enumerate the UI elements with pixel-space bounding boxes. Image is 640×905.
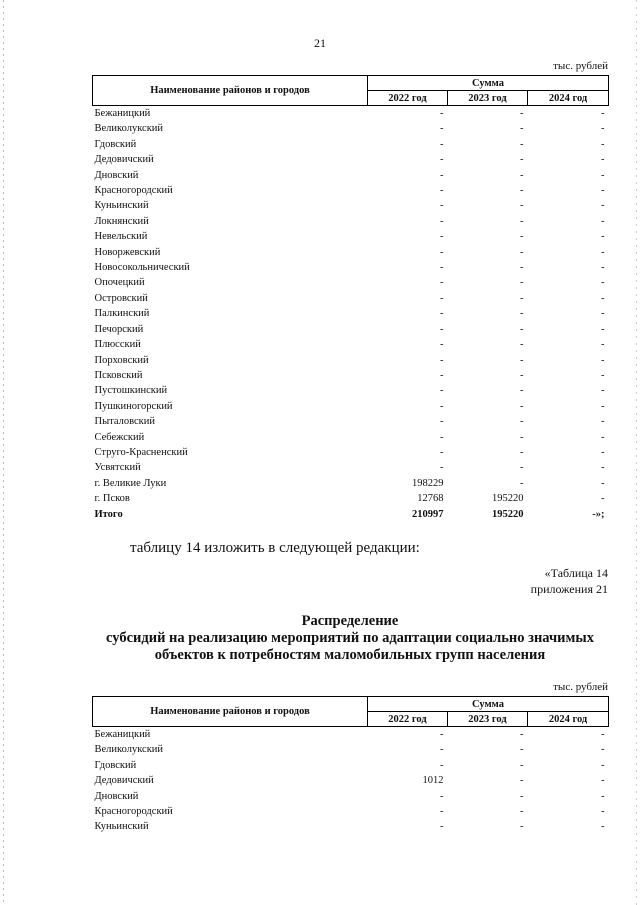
amount-cell-2022: - (440, 759, 444, 771)
district-name-cell: Островский (94, 292, 148, 304)
district-name-cell: Бежаницкий (94, 108, 151, 119)
table-row (93, 291, 609, 306)
table-row (93, 306, 609, 321)
table-row (93, 168, 609, 183)
amount-cell-2023: - (520, 369, 524, 381)
amount-cell-2024: - (601, 262, 605, 274)
table-row (93, 353, 609, 368)
amount-cell-2024: - (601, 431, 605, 443)
amount-cell-2024: - (601, 477, 605, 489)
amount-cell-2022: 12768 (417, 493, 444, 505)
amount-cell-2023: - (520, 215, 524, 227)
amount-cell-2024: - (601, 759, 605, 771)
district-name-cell: Струго-Красненский (94, 446, 188, 458)
table-row (93, 445, 609, 460)
district-name-cell: Куньинский (94, 200, 149, 212)
table1-header-year: 2022 год (368, 91, 448, 106)
amount-cell-2022: - (440, 308, 444, 320)
table-row (93, 491, 609, 506)
table2-heading (60, 613, 640, 664)
table-row (93, 152, 609, 167)
amount-cell-2022: 1012 (422, 775, 444, 787)
amount-cell-2022: - (440, 744, 444, 756)
amount-cell-2023: - (520, 729, 524, 740)
amount-cell-2024: - (601, 775, 605, 787)
amount-cell-2022: - (440, 185, 444, 197)
amount-cell-2023: - (520, 308, 524, 320)
table-row (93, 275, 609, 290)
amount-cell-2023: - (520, 416, 524, 428)
amount-cell-2022: 210997 (412, 508, 444, 520)
amount-cell-2023: 195220 (492, 493, 524, 505)
table-row (93, 804, 609, 819)
table1-unit: тыс. рублей (553, 60, 608, 72)
amount-cell-2024: - (601, 821, 605, 833)
amount-cell-2023: - (520, 185, 524, 197)
amount-cell-2024: - (601, 416, 605, 428)
table-row (93, 758, 609, 773)
amount-cell-2022: - (440, 790, 444, 802)
heading-line2: субсидий на реализацию мероприятий по адаптации социально значимых (106, 630, 594, 646)
amount-cell-2024: - (601, 200, 605, 212)
table-row (93, 183, 609, 198)
amount-cell-2023: - (520, 806, 524, 818)
amount-cell-2024: - (601, 169, 605, 181)
table-row (93, 106, 609, 122)
table2 (92, 696, 609, 835)
district-name-cell: Псковский (94, 369, 143, 381)
table-row (93, 121, 609, 136)
district-name-cell: Локнянский (94, 215, 149, 227)
table-row (93, 476, 609, 491)
amount-cell-2023: - (520, 775, 524, 787)
district-name-cell: Итого (94, 508, 123, 520)
amount-cell-2024: - (601, 354, 605, 366)
amount-cell-2022: - (440, 729, 444, 740)
total-row (93, 507, 609, 522)
amount-cell-2023: - (520, 354, 524, 366)
amount-cell-2022: - (440, 431, 444, 443)
amount-cell-2024: - (601, 446, 605, 458)
table-row (93, 260, 609, 275)
amount-cell-2024: - (601, 493, 605, 505)
district-name-cell: Гдовский (94, 138, 137, 150)
table-row (93, 773, 609, 788)
amount-cell-2024: - (601, 154, 605, 166)
table1-body (93, 106, 609, 522)
amount-cell-2023: 195220 (492, 508, 524, 520)
table-row (93, 229, 609, 244)
amount-cell-2023: - (520, 339, 524, 351)
amount-cell-2023: - (520, 400, 524, 412)
amount-cell-2024: - (601, 339, 605, 351)
table2-unit: тыс. рублей (553, 681, 608, 693)
district-name-cell: Новоржевский (94, 246, 161, 258)
district-name-cell: г. Псков (94, 493, 130, 505)
amount-cell-2022: - (440, 262, 444, 274)
table2-header-sum: Сумма (368, 697, 609, 712)
amount-cell-2022: - (440, 108, 444, 119)
amount-cell-2022: - (440, 339, 444, 351)
amount-cell-2022: - (440, 246, 444, 258)
district-name-cell: Дедовичский (94, 775, 154, 787)
amount-cell-2023: - (520, 431, 524, 443)
amount-cell-2022: - (440, 821, 444, 833)
amount-cell-2022: - (440, 416, 444, 428)
amount-cell-2022: 198229 (412, 477, 444, 489)
table-row (93, 137, 609, 152)
table-row (93, 430, 609, 445)
amount-cell-2022: - (440, 354, 444, 366)
district-name-cell: Дновский (94, 169, 139, 181)
heading-line1: Распределение (301, 613, 399, 629)
table2-header-name: Наименование районов и городов (93, 697, 368, 727)
district-name-cell: Великолукский (94, 123, 164, 135)
amount-cell-2024: - (601, 308, 605, 320)
table-row (93, 399, 609, 414)
amount-cell-2024: - (601, 185, 605, 197)
table-row (93, 337, 609, 352)
amount-cell-2024: -»; (592, 508, 605, 520)
district-name-cell: Гдовский (94, 759, 137, 771)
amount-cell-2023: - (520, 262, 524, 274)
district-name-cell: Новосокольнический (94, 262, 190, 274)
amount-cell-2022: - (440, 200, 444, 212)
amount-cell-2024: - (601, 462, 605, 474)
district-name-cell: Палкинский (94, 308, 150, 320)
district-name-cell: Бежаницкий (94, 729, 151, 740)
amount-cell-2023: - (520, 462, 524, 474)
table2-header-year: 2023 год (448, 712, 528, 727)
table2-body (93, 727, 609, 835)
table2-header-year: 2022 год (368, 712, 448, 727)
table-label-line2: приложения 21 (530, 582, 608, 596)
district-name-cell: Опочецкий (94, 277, 145, 289)
table1-header-name: Наименование районов и городов (93, 76, 368, 106)
district-name-cell: г. Великие Луки (94, 477, 167, 489)
amount-cell-2023: - (520, 744, 524, 756)
amount-cell-2024: - (601, 123, 605, 135)
amount-cell-2024: - (601, 277, 605, 289)
amount-cell-2023: - (520, 231, 524, 243)
table-row (93, 414, 609, 429)
amount-cell-2023: - (520, 123, 524, 135)
amount-cell-2022: - (440, 385, 444, 397)
amount-cell-2024: - (601, 323, 605, 335)
amount-cell-2023: - (520, 200, 524, 212)
table-row (93, 742, 609, 757)
amount-cell-2024: - (601, 231, 605, 243)
amount-cell-2024: - (601, 729, 605, 740)
amount-cell-2024: - (601, 400, 605, 412)
table-row (93, 789, 609, 804)
district-name-cell: Порховский (94, 354, 149, 366)
scan-edge-left (3, 0, 4, 905)
district-name-cell: Пыталовский (94, 416, 155, 428)
amount-cell-2024: - (601, 385, 605, 397)
page-number: 21 (314, 36, 326, 50)
amount-cell-2024: - (601, 292, 605, 304)
amount-cell-2022: - (440, 323, 444, 335)
amount-cell-2022: - (440, 154, 444, 166)
district-name-cell: Дновский (94, 790, 139, 802)
table-label (531, 565, 608, 597)
amount-cell-2023: - (520, 477, 524, 489)
amount-cell-2023: - (520, 446, 524, 458)
amount-cell-2022: - (440, 369, 444, 381)
district-name-cell: Красногородский (94, 806, 173, 818)
district-name-cell: Куньинский (94, 821, 149, 833)
amount-cell-2023: - (520, 246, 524, 258)
amount-cell-2023: - (520, 277, 524, 289)
table1-header-year: 2024 год (528, 91, 609, 106)
amount-cell-2022: - (440, 806, 444, 818)
amount-cell-2022: - (440, 215, 444, 227)
district-name-cell: Себежский (94, 431, 145, 443)
district-name-cell: Плюсский (94, 339, 141, 351)
table2-header-year: 2024 год (528, 712, 609, 727)
table1 (92, 75, 609, 522)
amount-cell-2022: - (440, 292, 444, 304)
scan-edge-right (636, 0, 637, 905)
amount-cell-2023: - (520, 759, 524, 771)
district-name-cell: Пушкиногорский (94, 400, 173, 412)
amount-cell-2023: - (520, 821, 524, 833)
amount-cell-2023: - (520, 323, 524, 335)
amount-cell-2024: - (601, 744, 605, 756)
table-row (93, 198, 609, 213)
table-row (93, 383, 609, 398)
amount-cell-2022: - (440, 462, 444, 474)
heading-line3: объектов к потребностям маломобильных групп населения (154, 647, 546, 663)
table-row (93, 819, 609, 834)
amount-cell-2023: - (520, 154, 524, 166)
district-name-cell: Великолукский (94, 744, 164, 756)
table1-header-sum: Сумма (368, 76, 609, 91)
amount-cell-2023: - (520, 138, 524, 150)
amount-cell-2024: - (601, 108, 605, 119)
table-row (93, 322, 609, 337)
district-name-cell: Усвятский (94, 462, 141, 474)
amount-cell-2023: - (520, 292, 524, 304)
amount-cell-2022: - (440, 169, 444, 181)
amount-cell-2024: - (601, 369, 605, 381)
amount-cell-2022: - (440, 231, 444, 243)
amount-cell-2024: - (601, 806, 605, 818)
amount-cell-2024: - (601, 215, 605, 227)
amount-cell-2024: - (601, 790, 605, 802)
table-row (93, 245, 609, 260)
amount-cell-2022: - (440, 123, 444, 135)
amount-cell-2023: - (520, 169, 524, 181)
amount-cell-2023: - (520, 385, 524, 397)
instruction-text: таблицу 14 изложить в следующей редакции: (130, 540, 420, 556)
amount-cell-2022: - (440, 400, 444, 412)
district-name-cell: Невельский (94, 231, 148, 243)
table-row (93, 214, 609, 229)
district-name-cell: Красногородский (94, 185, 173, 197)
table-row (93, 460, 609, 475)
table-row (93, 368, 609, 383)
district-name-cell: Пустошкинский (94, 385, 168, 397)
district-name-cell: Дедовичский (94, 154, 154, 166)
table-row (93, 727, 609, 743)
amount-cell-2023: - (520, 790, 524, 802)
district-name-cell: Печорский (94, 323, 144, 335)
table1-header-year: 2023 год (448, 91, 528, 106)
amount-cell-2022: - (440, 138, 444, 150)
amount-cell-2024: - (601, 138, 605, 150)
amount-cell-2023: - (520, 108, 524, 119)
amount-cell-2022: - (440, 446, 444, 458)
table-label-line1: «Таблица 14 (544, 566, 608, 580)
amount-cell-2024: - (601, 246, 605, 258)
amount-cell-2022: - (440, 277, 444, 289)
